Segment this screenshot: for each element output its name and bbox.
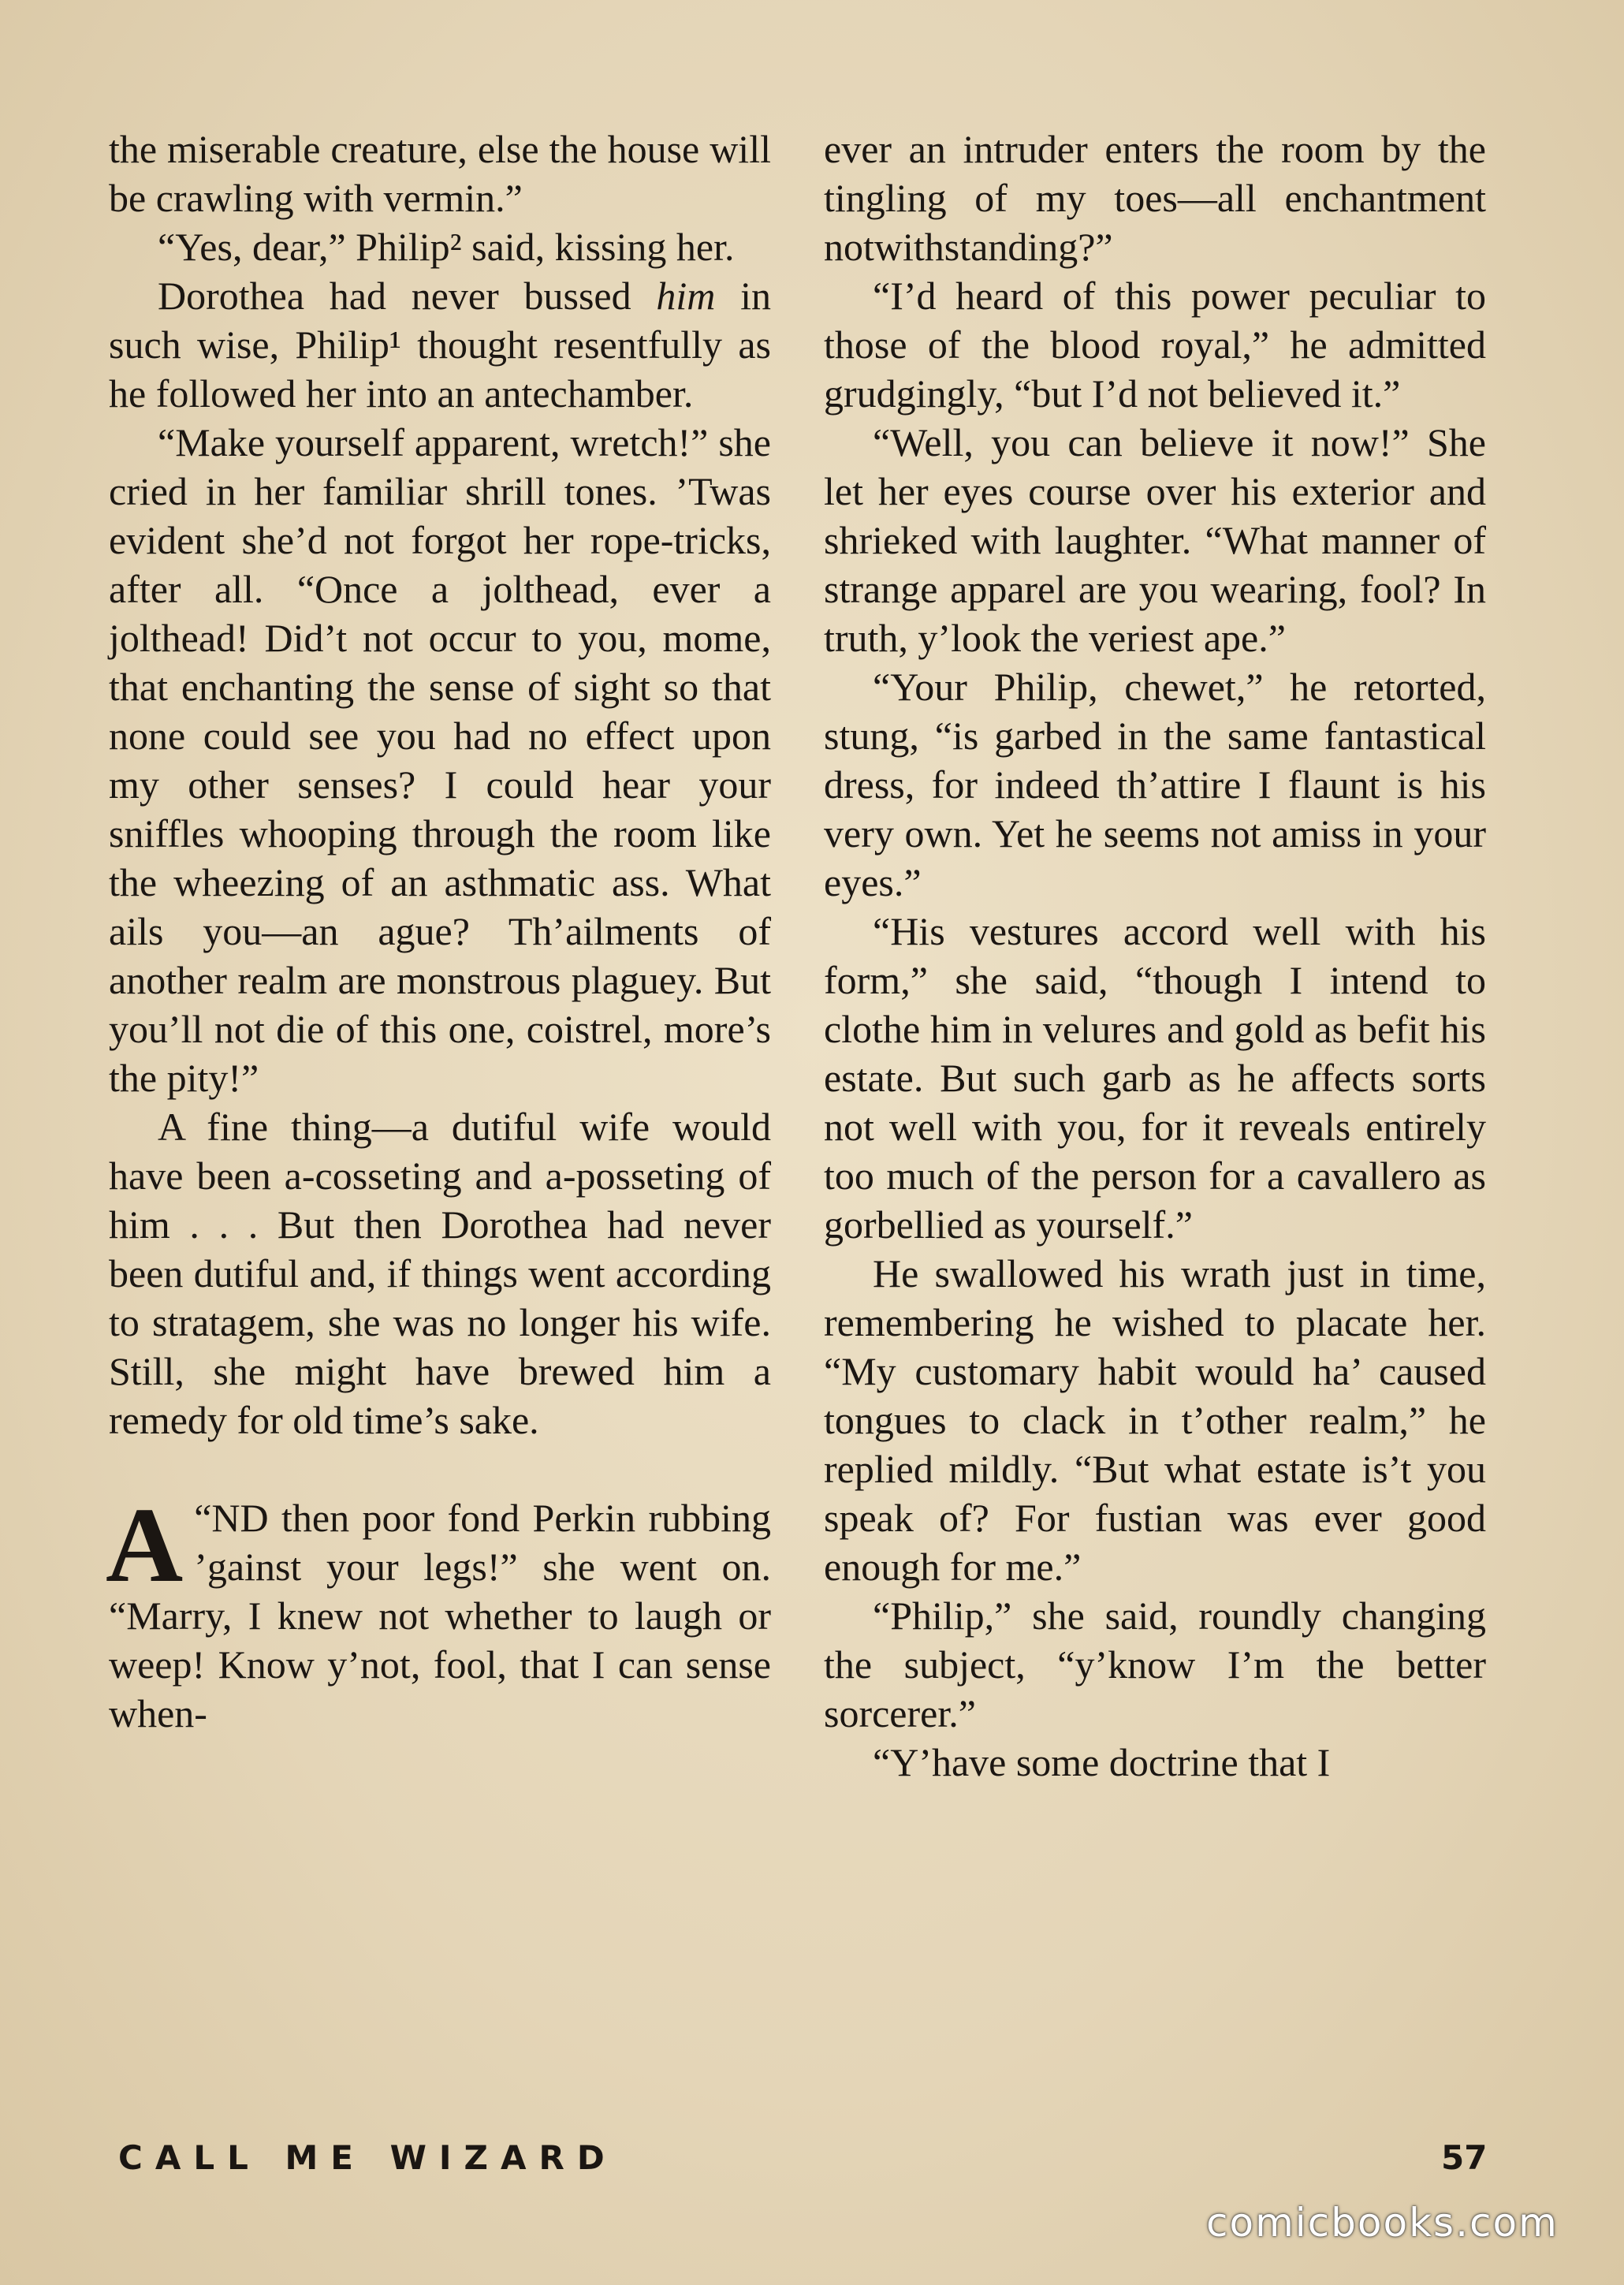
- right-text-column: [824, 125, 1486, 1787]
- paragraph: “His vestures accord well with his form,” she said, “though I intend to clothe him in velures and gold as befit his estate. But such garb as he affects sorts not well with you, for it reveals entirely too much of the person for a cavallero as gorbellied as yourself.”: [824, 909, 1486, 1247]
- paragraph: “Your Philip, chewet,” he retorted, stung, “is garbed in the same fantastical dress, for indeed th’attire I flaunt is his very own. Yet he seems not amiss in your eyes.”: [824, 665, 1486, 904]
- paragraph-text: ND then poor fond Perkin rubbing ’gainst your legs!” she went on. “Marry, I knew not whether to laugh or weep! Know y’not, fool, that I can sense when-: [109, 1496, 771, 1735]
- paragraph-text: Dorothea had never bussed: [158, 274, 657, 318]
- paragraph: A fine thing—a dutiful wife would have been a-cosseting and a-posseting of him . . . But then Dorothea had never been dutiful and, if things went according to stratagem, she was no longer his wife. Still, she might have brewed him a remedy for old time’s sake.: [109, 1105, 771, 1442]
- drop-cap: A: [106, 1486, 184, 1605]
- left-text-column: [106, 125, 771, 1738]
- paragraph: “Philip,” she said, roundly changing the subject, “y’know I’m the better sorcerer.”: [824, 1594, 1486, 1735]
- section-opening-paragraph: [106, 1486, 771, 1738]
- emphasis-text: him: [656, 274, 716, 318]
- paragraph: “Y’have some doctrine that I: [873, 1740, 1331, 1784]
- opening-quote: “: [194, 1496, 212, 1540]
- paragraph: “Make yourself apparent, wretch!” she cried in her familiar shrill tones. ’Twas evident she’d not forgot her rope-tricks, after all. “Once a jolthead, ever a jolthead! Did’t not occur to you, mome, that enchanting the sense of sight so that none could see you had no effect upon my other senses? I could hear your sniffles whooping through the room like the wheezing of an asthmatic ass. What ails you—an ague? Th’ailments of another realm are monstrous plaguey. But you’ll not die of this one, coistrel, more’s the pity!”: [109, 420, 771, 1100]
- paragraph: “Well, you can believe it now!” She let her eyes course over his exterior and shrieked with laughter. “What manner of strange apparel are you wearing, fool? In truth, y’look the veriest ape.”: [824, 420, 1486, 660]
- paragraph: “I’d heard of this power peculiar to those of the blood royal,” he admitted grudgingly, “but I’d not believed it.”: [824, 274, 1486, 416]
- running-footer-title: CALL ME WIZARD: [118, 2138, 617, 2177]
- paragraph: [109, 271, 771, 418]
- paragraph-text: in such wise, Philip¹ thought resentfully as he followed her into an antechamber.: [109, 274, 771, 416]
- page-number: 57: [1441, 2138, 1488, 2177]
- paragraph: He swallowed his wrath just in time, remembering he wished to placate her. “My customary habit would ha’ caused tongues to clack in t’other realm,” he replied mildly. “But what estate is’t you speak of? For fustian was ever good enough for me.”: [824, 1251, 1486, 1589]
- paragraph: ever an intruder enters the room by the tingling of my toes—all enchantment notwithstanding?”: [824, 127, 1486, 269]
- watermark-logo: comicbooks.com: [1206, 2200, 1559, 2246]
- paragraph: the miserable creature, else the house will be crawling with vermin.”: [109, 127, 771, 220]
- paragraph: “Yes, dear,” Philip² said, kissing her.: [158, 225, 735, 269]
